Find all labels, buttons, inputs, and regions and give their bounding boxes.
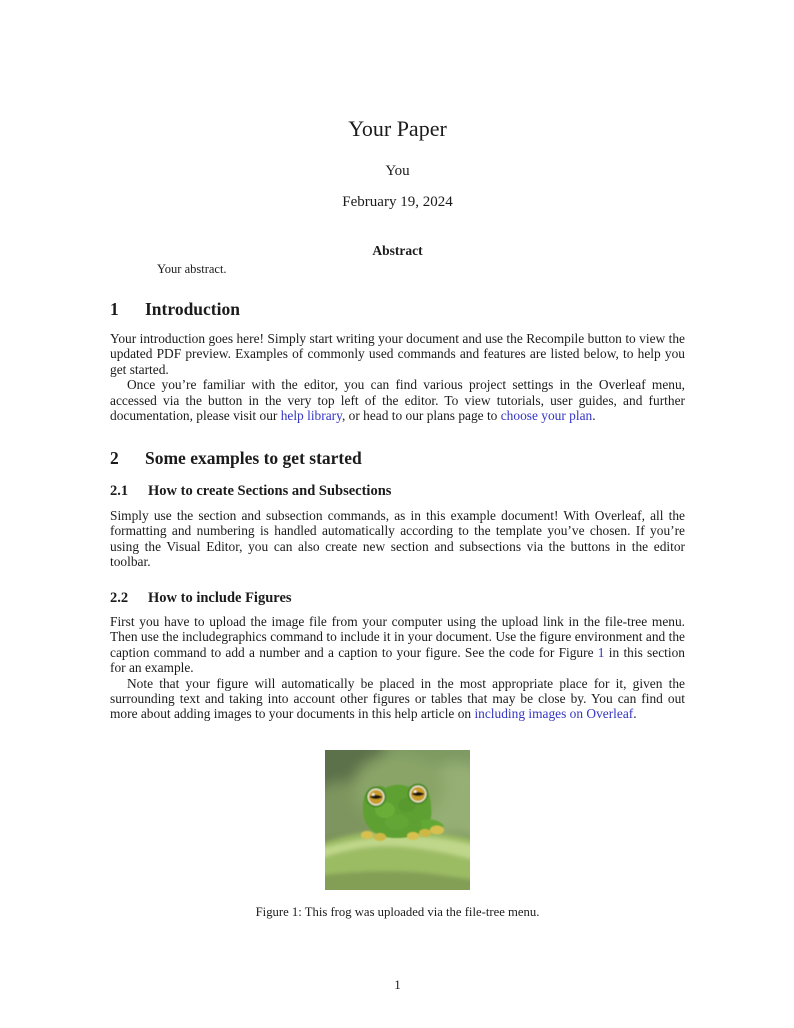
sections-paragraph-1: Simply use the section and subsection commands, as in this example document! With Overleaf, all the formatting and numbering is handled automatically according to the template you’ve chosen. If you’re using the Visual Editor, you can also create new section and subsections via the buttons in the editor toolbar. <box>110 508 685 570</box>
intro-paragraph-1: Your introduction goes here! Simply start writing your document and use the Recompile button to view the updated PDF preview. Examples of commonly used commands and features are listed below, to help you get started. <box>110 331 685 377</box>
figure-1-caption: Figure 1: This frog was uploaded via the file-tree menu. <box>255 905 540 919</box>
sections-subsections-body <box>110 508 685 570</box>
subsection-2-1-heading <box>110 483 685 500</box>
section-2-number: 2 <box>110 448 119 468</box>
subsection-2-2-title: How to include Figures <box>148 590 292 606</box>
choose-your-plan-link[interactable]: choose your plan <box>500 408 593 424</box>
paper-author: You <box>385 163 410 179</box>
page-number: 1 <box>394 977 401 992</box>
introduction-body <box>110 331 685 423</box>
section-1-title: Introduction <box>145 299 240 319</box>
section-1-heading <box>110 299 685 320</box>
subsection-2-2-heading <box>110 590 685 607</box>
intro-paragraph-2: Once you’re familiar with the editor, you can find various project settings in the Overleaf menu, accessed via the button in the very top left of the editor. To view tutorials, user guides, and further documentation, please visit our help library, or head to our plans page to choose your plan. <box>110 377 685 424</box>
help-library-link[interactable]: help library <box>280 408 342 424</box>
figures-body <box>110 614 685 722</box>
subsection-2-1-title: How to create Sections and Subsections <box>148 483 392 499</box>
subsection-2-1-number: 2.1 <box>110 483 129 499</box>
paper-title: Your Paper <box>348 116 447 141</box>
abstract-text: Your abstract. <box>157 262 227 276</box>
figures-paragraph-2: Note that your figure will automatically be placed in the most appropriate place for it, given the surrounding text and taking into account other figures or tables that may be close by. You can find out more about adding images to your documents in this help article on including images on Overleaf. <box>110 675 685 722</box>
paper-date: February 19, 2024 <box>342 194 453 210</box>
figures-paragraph-1: First you have to upload the image file from your computer using the upload link in the file-tree menu. Then use the includegraphics command to include it in your document. Use the figure environment and the caption command to add a number and a caption to your figure. See the code for Figure 1 in this section for an example. <box>110 614 685 676</box>
figure-1-reference-link[interactable]: 1 <box>597 644 605 660</box>
abstract-heading: Abstract <box>372 243 423 258</box>
frog-illustration <box>325 750 470 890</box>
section-1-number: 1 <box>110 299 119 319</box>
including-images-link[interactable]: including images on Overleaf <box>474 706 634 722</box>
section-2-heading <box>110 448 685 469</box>
subsection-2-2-number: 2.2 <box>110 590 129 606</box>
section-2-title: Some examples to get started <box>145 448 362 468</box>
frog-figure-image <box>325 750 470 890</box>
